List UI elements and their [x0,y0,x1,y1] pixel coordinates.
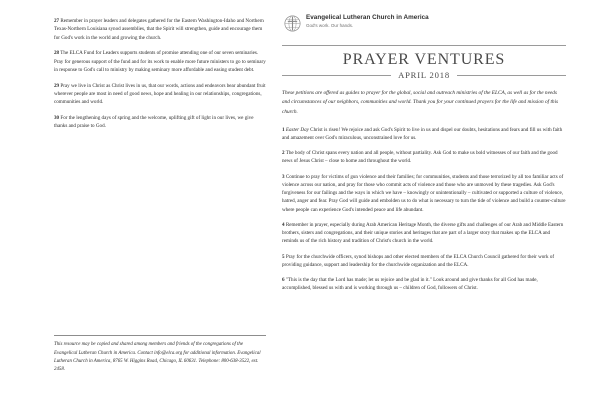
footer-text: This resource may be copied and shared among members and friends of the congregations of the Evangelical Lutheran Church in America. Contact info@elca.org for additional information. Evangelical Lutheran Church in America, 8765 W. Higgins Road, Chicago, IL 60631. Telephone: 800-638-3522, ext. 2458. [54,342,261,372]
footer [54,335,266,374]
entry-text: "This is the day that the Lord has made; let us rejoice and be glad in it." Look around and give thanks for all God has made, accomplished, blessed us with and is working through us – children of God, followers of Christ. [282,277,538,292]
entry-text: Remember in prayer leaders and delegates gathered for the Eastern Washington-Idaho and Northern Texas-Northern Louisiana synod assemblies, that the Spirit will strengthen, guide and encourage them for God's work in the world and growing the church. [54,18,264,41]
prayer-entry [282,149,566,166]
prayer-entry [54,17,266,42]
entry-text: The body of Christ spans every nation and all people, without partiality. Ask God to make us bold witnesses of our faith and the good news of Jesus Christ – close to home and throughout the world. [282,150,558,165]
issue-date: APRIL 2018 [398,70,450,81]
prayer-entry [282,173,566,214]
entry-number: 5 [282,253,285,260]
footer-divider [54,335,266,336]
date-rule-right [457,75,566,76]
entry-number: 30 [54,114,60,121]
entry-text: For the lengthening days of spring and the welcome, uplifting gift of light in our lives, we give thanks and praise to God. [54,114,254,129]
entry-number: 29 [54,82,60,89]
entry-number: 1 [282,126,285,133]
entry-text: Christ is risen! We rejoice and ask God's Spirit to live in us and dispel our doubts, hesitations and fears and fill us with faith and amazement over God's miraculous, unconstrained love for us. [282,126,563,141]
entry-number: 28 [54,50,60,57]
left-column [18,14,266,390]
entry-number: 4 [282,221,285,228]
masthead-text [306,14,429,29]
prayer-entry [282,221,566,246]
organization-tagline: God's work. Our hands. [306,23,354,29]
prayer-entry [282,276,566,293]
entry-number: 27 [54,18,60,24]
page-title: PRAYER VENTURES [342,50,506,68]
entry-text: Pray we live in Christ as Christ lives in us, that our words, actions and endeavors bear abundant fruit wherever people are most in need of good news, hope and healing in our relationships, congregations, communities and world. [54,82,266,105]
right-column [266,14,566,390]
date-rule-left [282,75,391,76]
prayer-entry [282,126,566,143]
entry-number: 2 [282,150,285,157]
title-top-rule [282,45,566,46]
prayer-entry [54,82,266,107]
entry-text: The ELCA Fund for Leaders supports students of promise attending one of our seven seminaries. Pray for generous support of the fund and for its work to enable more future ministers to go to seminary in response to God's call to ministry by making seminary more affordable and easing student debt. [54,50,266,73]
date-row [282,70,566,80]
masthead [282,14,566,32]
elca-cross-globe-icon [284,15,301,32]
entry-text: Pray for the churchwide officers, synod bishops and other elected members of the ELCA Church Council gathered for their work of providing guidance, support and leadership for the churchwide organization and the ELCA. [282,253,555,268]
prayer-entry [54,114,266,131]
prayer-entry [282,253,566,270]
entry-number: 3 [282,173,285,180]
entry-text: Remember in prayer, especially during Arab American Heritage Month, the diverse gifts and challenges of our Arab and Middle Eastern brothers, sisters and congregations, and their unique stories and heritages that are part of a larger story that makes up the ELCA and reminds us of the rich history and tradition of Christ's church in the world. [282,221,564,245]
prayer-entry [54,49,266,74]
intro-paragraph: These petitions are offered as guides to prayer for the global, social and outreach ministries of the ELCA, as well as for the needs and circumstances of our neighbors, communities and world. Thank you for your continued prayers for the life and mission of this church. [282,90,559,115]
organization-name: Evangelical Lutheran Church in America [306,14,429,21]
entry-scripture: Easter Day [285,126,309,133]
entry-text: Continue to pray for victims of gun violence and their families; for communities, students and those terrorized by all too familiar acts of violence across our nation, and pray for those who commit acts of violence and those who are unmoved by these tragedies. Ask God's forgiveness for our failings and the ways in which we have – knowingly or unintentionally – cultivated or supported a culture of violence, hatred, anger and fear. Pray God will guide and embolden us to do what is necessary to turn the tide of violence and build a counter-culture where people can experience God's intended peace and life abundant. [282,173,566,213]
entry-number: 6 [282,277,285,284]
